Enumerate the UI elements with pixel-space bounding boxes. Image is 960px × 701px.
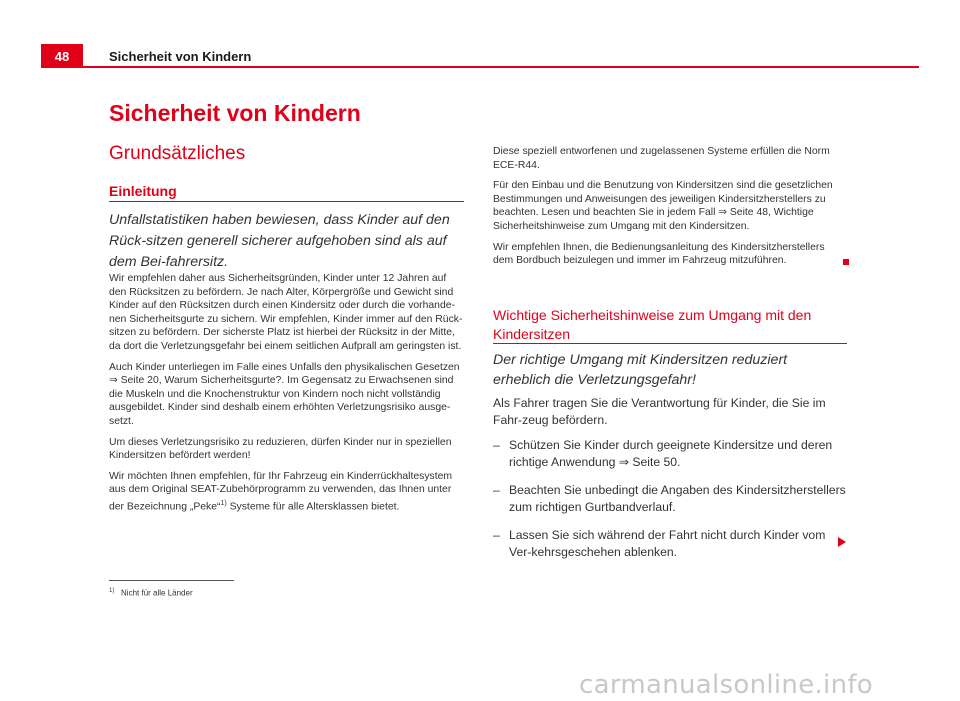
- paragraph: Für den Einbau und die Benutzung von Kindersitzen sind die gesetzlichen Bestimmungen und Anweisungen des jeweiligen Kindersitzherstellers zu beachten. Lesen und beachten Sie in jedem Fall ⇒ Seite 48, Wichtige Sicherheitshinweise zum Umgang mit den Kindersitzen.: [493, 180, 833, 232]
- list-item-text: Beachten Sie unbedingt die Angaben des Kindersitzherstellers zum richtigen Gurtbandverlauf.: [509, 483, 846, 514]
- footnote-divider: [109, 580, 234, 581]
- paragraph-text: Wir möchten Ihnen empfehlen, für Ihr Fahrzeug ein Kinderrückhaltesystem aus dem Original SEAT-Zubehörprogramm zu verwenden, das Ihnen unter der Bezeichnung „Peke“: [109, 470, 453, 513]
- paragraph: Um dieses Verletzungsrisiko zu reduzieren, dürfen Kinder nur in speziellen Kindersitzen befördert werden!: [109, 436, 452, 462]
- watermark: carmanualsonline.info: [579, 670, 874, 700]
- list-item: [493, 437, 847, 471]
- paragraph: Wir empfehlen daher aus Sicherheitsgründen, Kinder unter 12 Jahren auf den Rücksitzen zu befördern. Je nach Alter, Körpergröße und Gewicht sind Kinder auf den Rücksitzen durch einen Kindersitz oder durch die vorhande-nen Sicherheitsgurte zu sichern. Wir empfehlen, Kinder immer auf den Rück-sitzen zu befördern. Der sicherste Platz ist hierbei der Rücksitz in der Mitte, da dort die Verletzungsgefahr bei einem seitlichen Aufprall am geringsten ist.: [109, 273, 463, 352]
- paragraph: Wir empfehlen Ihnen, die Bedienungsanleitung des Kindersitzherstellers dem Bordbuch beizulegen und immer im Fahrzeug mitzuführen.: [493, 241, 825, 267]
- list-item-text: Lassen Sie sich während der Fahrt nicht durch Kinder vom Ver-kehrsgeschehen ablenken.: [509, 528, 826, 559]
- paragraph-text: Systeme für alle Altersklassen bietet.: [226, 501, 400, 513]
- dash-bullet: –: [493, 438, 500, 452]
- intro-text: Unfallstatistiken haben bewiesen, dass Kinder auf den Rück-sitzen generell sicherer aufgehoben sind als auf dem Bei-fahrersitz.: [109, 212, 450, 270]
- dash-bullet: –: [493, 528, 500, 542]
- section-title: Grundsätzliches: [109, 143, 246, 164]
- paragraph: Auch Kinder unterliegen im Falle eines Unfalls den physikalischen Gesetzen ⇒ Seite 20, Warum Sicherheitsgurte?. Im Gegensatz zu Erwachsenen sind die Muskeln und die Knochenstruktur von Kindern noch nicht vollständig ausgebildet. Kinder sind deshalb einem erhöhten Verletzungsrisiko ausge-setzt.: [109, 361, 460, 427]
- footnote: [109, 588, 193, 598]
- instruction-list: [493, 437, 847, 572]
- subsection-title: Wichtige Sicherheitshinweise zum Umgang mit den Kindersitzen: [493, 307, 812, 342]
- right-body: [493, 145, 847, 275]
- subsection-title: Einleitung: [109, 183, 177, 199]
- chapter-title: Sicherheit von Kindern: [109, 100, 361, 126]
- footnote-marker: 1): [109, 588, 115, 594]
- list-item: [493, 482, 847, 516]
- left-body: [109, 272, 464, 521]
- subsection-divider: [109, 201, 464, 202]
- footnote-reference[interactable]: 1): [220, 499, 227, 507]
- dash-bullet: –: [493, 483, 500, 497]
- header-divider: [83, 66, 919, 68]
- footnote-text: Nicht für alle Länder: [121, 588, 193, 598]
- paragraph: Diese speziell entworfenen und zugelassenen Systeme erfüllen die Norm ECE-R44.: [493, 146, 830, 171]
- list-item: [493, 527, 847, 561]
- page-number: 48: [41, 44, 83, 68]
- paragraph: [109, 470, 464, 514]
- intro-text: Der richtige Umgang mit Kindersitzen reduziert erheblich die Verletzungsgefahr!: [493, 352, 788, 388]
- list-item-text: Schützen Sie Kinder durch geeignete Kindersitze und deren richtige Anwendung ⇒ Seite 50.: [509, 438, 833, 469]
- running-title: Sicherheit von Kindern: [109, 49, 252, 64]
- section-end-icon: [843, 259, 849, 265]
- subsection-divider: [493, 343, 847, 344]
- continue-arrow-icon: [838, 537, 846, 547]
- body-text: Als Fahrer tragen Sie die Verantwortung für Kinder, die Sie im Fahr-zeug befördern.: [493, 396, 826, 427]
